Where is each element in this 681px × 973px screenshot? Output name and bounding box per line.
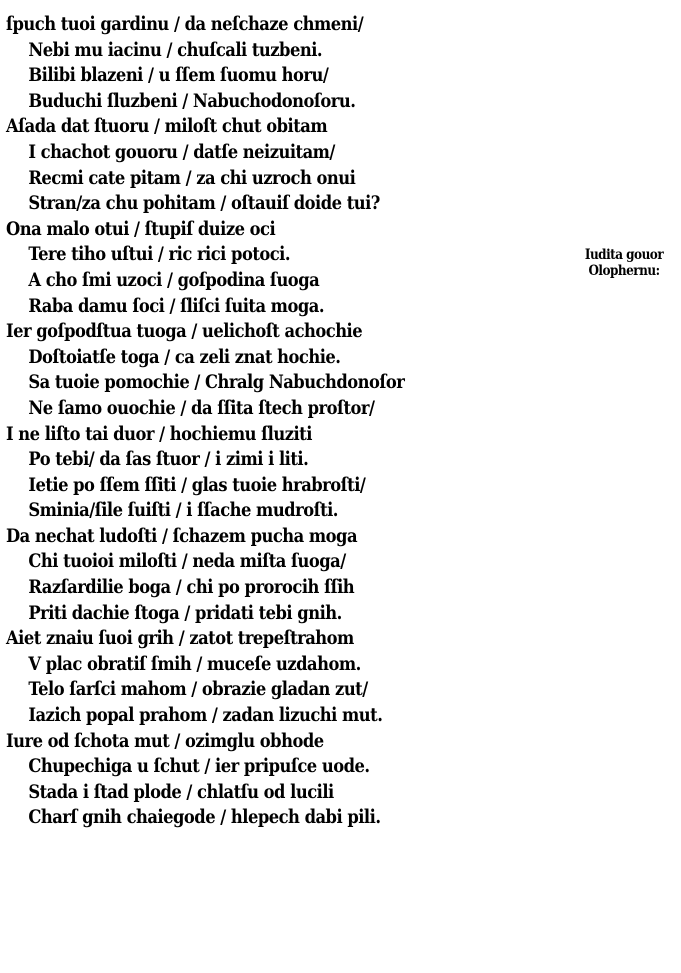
poem-line-11: A cho ſmi uzoci / goſpodina ſuoga [28, 268, 320, 291]
poem-line-18: Po tebi/ da ſas ſtuor / i zimi i liti. [28, 448, 309, 471]
poem-line-4: Buduchi ſluzbeni / Nabuchodonoſoru. [28, 89, 356, 112]
poem-line-28: Iazich popal prahom / zadan lizuchi mut. [28, 704, 383, 727]
poem-line-29: Iure od ſchota mut / ozimglu obhode [6, 729, 324, 752]
poem-line-25: Aiet znaiu ſuoi grih / zatot trepeſtrahom [6, 627, 354, 650]
poem-line-10: Tere tiho uſtui / ric rici potoci. [28, 243, 291, 266]
poem-line-5: Aſada dat ſtuoru / miloſt chut obitam [6, 115, 328, 138]
poem-line-9: Ona malo otui / ſtupiſ duize oci [6, 217, 276, 240]
poem-line-22: Chi tuoioi miloſti / neda miſta ſuoga/ [28, 550, 346, 573]
poem-line-16: Ne ſamo ouochie / da ſſita ſtech proſtor/ [28, 396, 375, 419]
poem-line-2: Nebi mu iacinu / chuſcali tuzbeni. [28, 38, 323, 61]
poem-line-3: Bilibi blazeni / u ſſem ſuomu horu/ [28, 64, 329, 87]
margin-note-line-2: Olophernu: [588, 263, 660, 279]
poem-line-32: Charſ gnih chaiegode / hlepech dabi pili. [28, 806, 381, 829]
poem-line-24: Priti dachie ſtoga / pridati tebi gnih. [28, 601, 342, 624]
poem-line-12: Raba damu ſoci / ſliſci ſuita moga. [28, 294, 324, 317]
poem-line-8: Stran/za chu pohitam / oſtauiſ doide tui? [28, 192, 380, 215]
poem-line-31: Stada i ſtad plode / chlatſu od lucili [28, 780, 334, 803]
poem-line-15: Sa tuoie pomochie / Chralg Nabuchdonoſor [28, 371, 405, 394]
poem-line-21: Da nechat ludoſti / ſchazem pucha moga [6, 524, 358, 547]
poem-line-20: Sminia/ſile ſuiſti / i ſſache mudroſti. [28, 499, 338, 522]
poem-line-14: Doſtoiatſe toga / ca zeli znat hochie. [28, 345, 341, 368]
poem-line-6: I chachot gouoru / datſe neizuitam/ [28, 140, 335, 163]
poem-line-30: Chupechiga u ſchut / ier pripuſce uode. [28, 755, 370, 778]
poem-line-19: Ietie po ſſem ſſiti / glas tuoie hrabroſti/ [28, 473, 366, 496]
poem-line-26: V plac obratiſ ſmih / muceſe uzdahom. [28, 652, 361, 675]
poem-line-13: Ier goſpodſtua tuoga / uelichoſt achochie [6, 320, 363, 343]
poem-line-27: Telo ſarſci mahom / obrazie gladan zut/ [28, 678, 368, 701]
margin-note-line-1: Iudita gouor [584, 247, 664, 263]
margin-note [568, 247, 680, 279]
poem-line-23: Razſardilie boga / chi po prorocih ſſih [28, 576, 355, 599]
poem-text-block [6, 12, 566, 831]
poem-line-17: I ne liſto tai duor / hochiemu ſluziti [6, 422, 312, 445]
poem-line-1: ſpuch tuoi gardinu / da neſchaze chmeni/ [6, 13, 364, 35]
poem-line-7: Recmi cate pitam / za chi uzroch onui [28, 166, 356, 189]
